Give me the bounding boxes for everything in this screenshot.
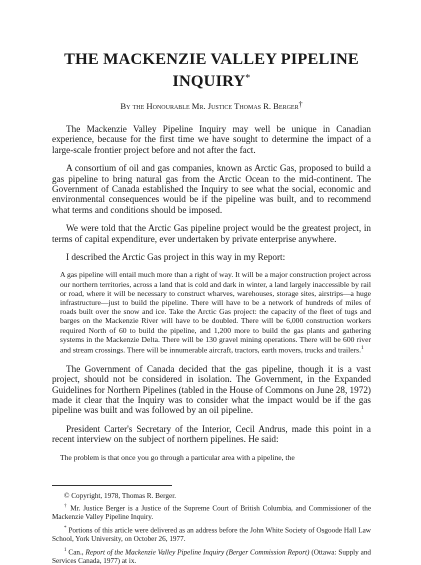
block-quote-andrus: The problem is that once you go through a particular area with a pipeline, the <box>60 452 295 462</box>
paragraph-2: A consortium of oil and gas companies, known as Arctic Gas, proposed to build a gas pipeline to bring natural gas from the Arctic Ocean to the mid-continent. The Government of Canada established the Inquiry to see what the social, economic and environmental consequences would be if the pipeline was built, and to recommend what terms and conditions should be imposed. <box>52 163 371 215</box>
footnote-star-text: Portions of this article were delivered as an address before the John White Society of Osgoode Hall Law School, York University, on October 26, 1977. <box>52 526 371 544</box>
footnote-dagger-text: Mr. Justice Berger is a Justice of the Supreme Court of British Columbia, and Commissioner of the Mackenzie Valley Pipeline Inquiry. <box>52 504 372 522</box>
title-line-2 <box>52 69 371 91</box>
title-line-1: THE MACKENZIE VALLEY PIPELINE <box>64 50 359 68</box>
paragraph-3: We were told that the Arctic Gas pipeline project would be the greatest project, in terms of capital expenditure, ever undertaken by private enterprise anywhere. <box>52 223 371 244</box>
author-name: Mr. Justice Thomas R. Berger <box>191 101 299 111</box>
footnote-dagger-mark: † <box>64 504 68 510</box>
footnote-copyright: © Copyright, 1978, Thomas R. Berger. <box>64 491 177 500</box>
footnote-1-suffix: (Ottawa: Supply and Services Canada, 1977) at ix. <box>52 548 372 565</box>
paragraph-4: I described the Arctic Gas project in this way in my Report: <box>66 252 286 263</box>
footnotes <box>52 492 371 565</box>
footnote-ref-1: 1 <box>360 345 364 352</box>
paragraph-6: President Carter's Secretary of the Interior, Cecil Andrus, made this point in a recent interview on the subject of northern pipelines. He said: <box>52 423 371 445</box>
paragraph-1: The Mackenzie Valley Pipeline Inquiry may well be unique in Canadian experience, because for the first time we have sought to determine the impact of a large-scale frontier project before and not after the fact. <box>52 124 371 155</box>
footnote-dagger <box>52 503 371 522</box>
footnote-1-title: Report of the Mackenzie Valley Pipeline Inquiry (Berger Commission Report) <box>85 548 310 557</box>
footnote-1-mark: 1 <box>64 547 67 553</box>
article-title <box>52 0 371 91</box>
footnote-star-mark: * <box>64 526 67 532</box>
footnote-star <box>52 525 371 544</box>
byline-prefix: By the Honourable <box>120 101 190 111</box>
title-footnote-mark: * <box>245 73 251 84</box>
footnote-divider <box>52 485 172 486</box>
byline <box>52 99 371 112</box>
paragraph-5: The Government of Canada decided that the gas pipeline, though it is a vast project, should not be considered in isolation. The Government, in the Expanded Guidelines for Northern Pipelines (tabled in the House of Commons on June 28, 1972) made it clear that the Inquiry was to consider what the impact would be if the gas pipeline was built and was followed by an oil pipeline. <box>52 363 371 416</box>
article-body <box>52 124 371 462</box>
block-quote-report <box>60 270 371 354</box>
block-quote-text: A gas pipeline will entail much more than a right of way. It will be a major construction project across our northern territories, across a land that is cold and dark in winter, a land largely inaccessible by rail or road, where it will be necessary to construct wharves, warehouses, storage sites, airstrips—a huge infrastructure—just to build the pipeline. There will have to be a network of hundreds of miles of roads built over the snow and ice. Take the Arctic Gas project: the capacity of the fleet of tugs and barges on the Mackenzie River will have to be doubled. There will be 6,000 construction workers required North of 60 to build the pipeline, and 1,200 more to build the gas plants and gathering systems in the Mackenzie Delta. There will be 130 gravel mining operations. There will be 600 river and stream crossings. There will be innumerable aircraft, tractors, earth movers, trucks and trailers. <box>60 270 371 355</box>
title-line-2-text: INQUIRY <box>172 72 246 90</box>
author-footnote-mark: † <box>298 100 303 109</box>
footnote-1 <box>52 547 371 565</box>
footnote-1-prefix: Can., <box>68 548 84 557</box>
